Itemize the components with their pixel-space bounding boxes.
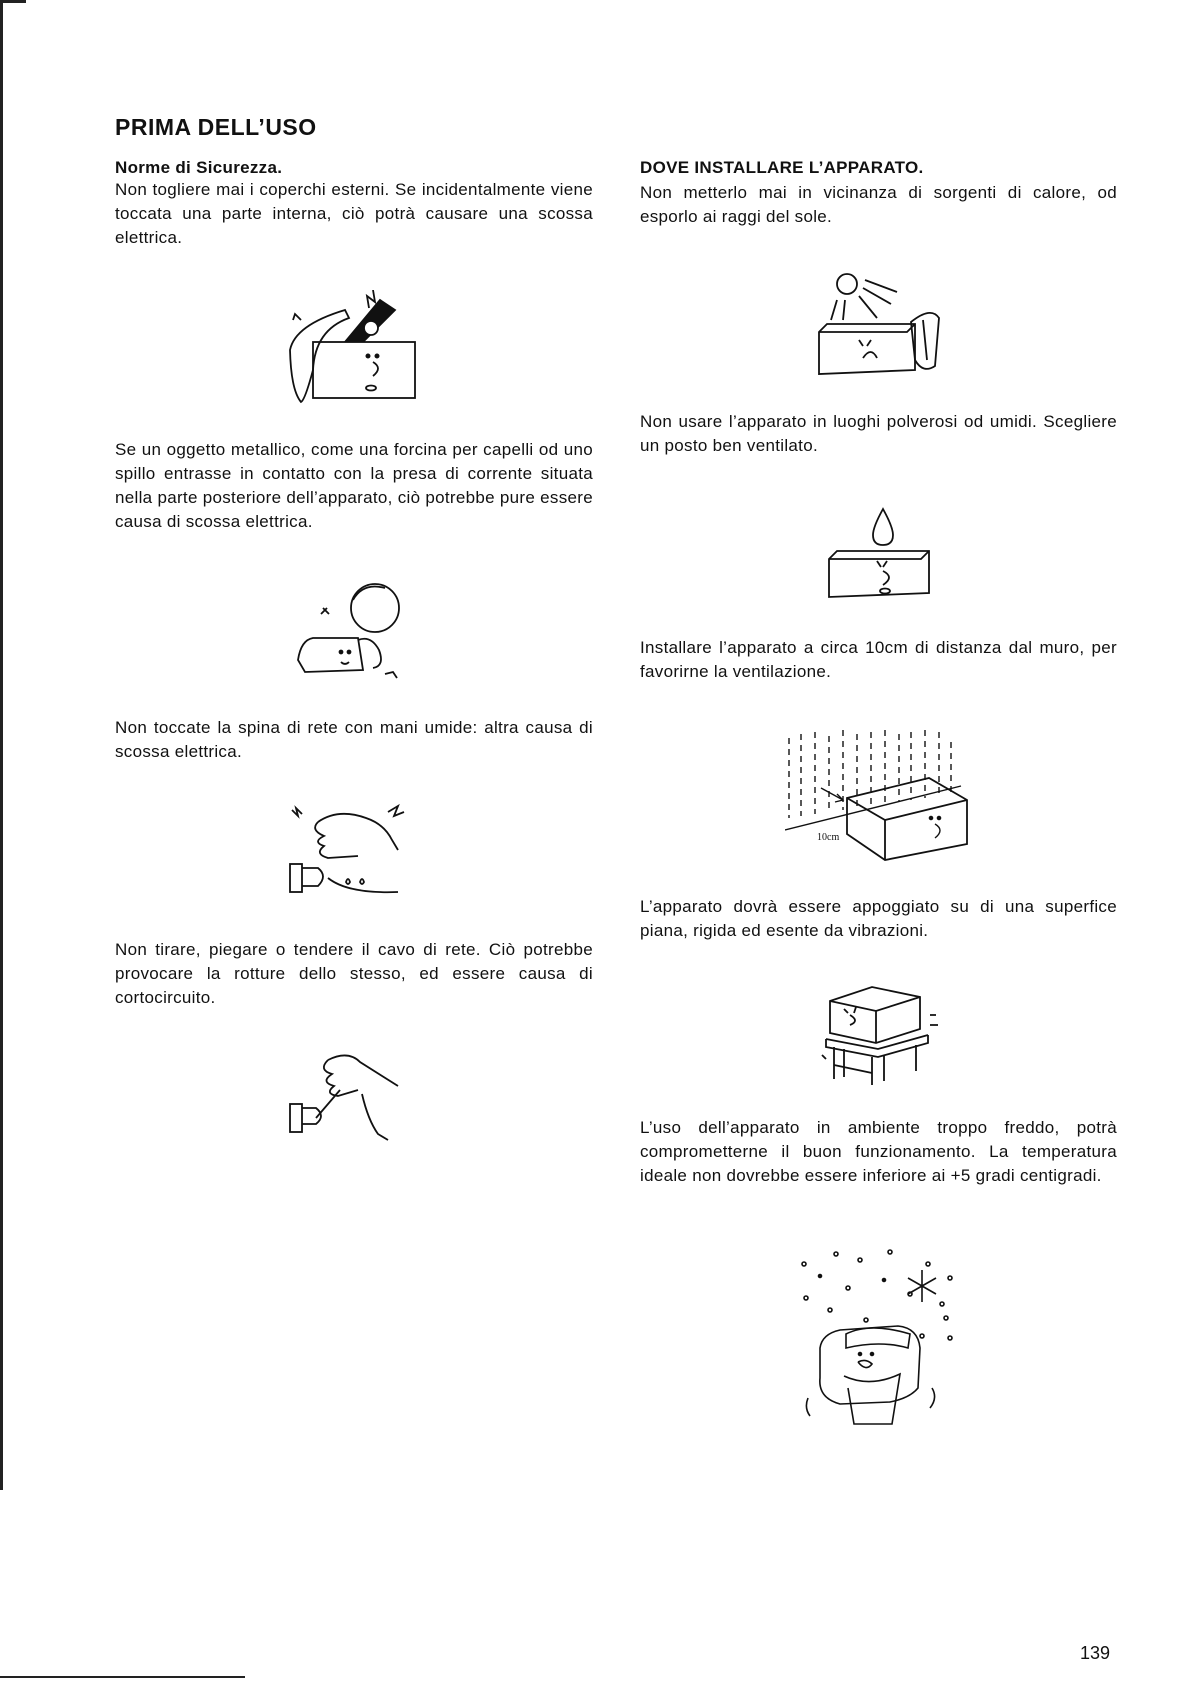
install-paragraph-dust-humidity: Non usare l’apparato in luoghi polverosi od umidi. Scegliere un posto ben ventilato. [640, 412, 1117, 455]
illustration-stool-vibration [820, 985, 940, 1085]
illustration-sun-iron-heat [815, 270, 955, 380]
install-paragraph-heat: Non metterlo mai in vicinanza di sorgenti di calore, od esporlo ai raggi del sole. [640, 183, 1117, 226]
illustration-water-drop [825, 505, 935, 605]
scan-bottom-edge [0, 1676, 245, 1678]
safety-paragraph-covers: Non togliere mai i coperchi esterni. Se incidentalmente viene toccata una parte interna, ciò potrà causare una scossa elettrica. [115, 180, 593, 247]
install-paragraph-flat-surface: L’apparato dovrà essere appoggiato su di una superfice piana, rigida ed esente da vibrazioni. [640, 897, 1117, 940]
page-number: 139 [1080, 1643, 1111, 1663]
install-heading: DOVE INSTALLARE L’APPARATO. [640, 158, 924, 177]
distance-label: 10cm [817, 832, 840, 843]
safety-paragraph-wet-hands: Non toccate la spina di rete con mani umide: altra causa di scossa elettrica. [115, 718, 593, 761]
illustration-pulling-cord [288, 1050, 408, 1150]
illustration-child-touching-device [293, 580, 413, 685]
illustration-opened-cover-shock [285, 290, 425, 410]
install-paragraph-ventilation: Installare l’apparato a circa 10cm di distanza dal muro, per favorirne la ventilazione. [640, 638, 1117, 681]
illustration-cold-snowflakes [800, 1248, 960, 1428]
install-paragraph-cold: L’uso dell’apparato in ambiente troppo freddo, potrà comprometterne il buon funzionamento. La temperatura ideale non dovrebbe essere inferiore ai +5 gradi centigradi. [640, 1118, 1117, 1185]
safety-paragraph-metal-object: Se un oggetto metallico, come una forcina per capelli od uno spillo entrasse in contatto con la presa di corrente situata nella parte posteriore dell’apparato, ciò potrebbe pure essere causa di scossa elettrica. [115, 440, 593, 531]
illustration-wall-distance [785, 728, 975, 863]
illustration-wet-hand-plug [288, 802, 418, 902]
safety-paragraph-power-cord: Non tirare, piegare o tendere il cavo di rete. Ciò potrebbe provocare la rotture dello stesso, ed essere causa di cortocircuito. [115, 940, 593, 1007]
safety-heading: Norme di Sicurezza. [115, 158, 283, 177]
scan-left-edge [0, 0, 3, 1490]
section-title: PRIMA DELL’USO [115, 114, 317, 140]
scan-top-edge [0, 0, 26, 3]
